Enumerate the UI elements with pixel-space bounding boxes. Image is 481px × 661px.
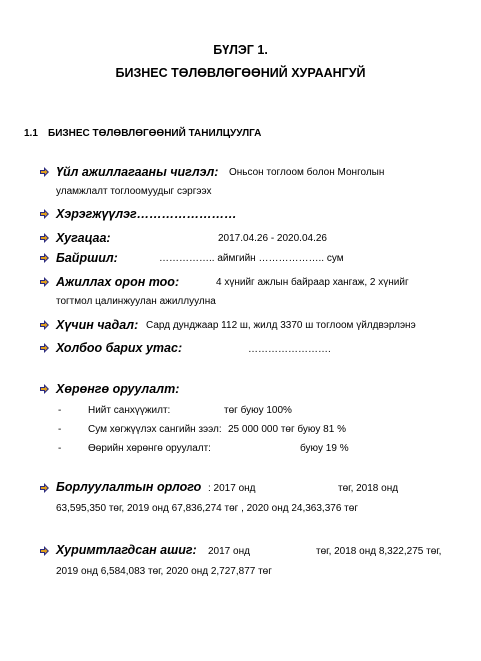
arrow-bullet-icon bbox=[38, 342, 50, 354]
activity-label: Үйл ажиллагааны чиглэл: bbox=[56, 165, 219, 179]
location-label: Байршил: bbox=[56, 251, 118, 265]
profit-value-2017: 2017 онд bbox=[208, 546, 250, 557]
section-number: 1.1 bbox=[24, 128, 38, 139]
arrow-bullet-icon bbox=[38, 276, 50, 288]
jobs-label: Ажиллах орон тоо: bbox=[56, 275, 180, 289]
arrow-bullet-icon bbox=[38, 232, 50, 244]
duration-value: 2017.04.26 - 2020.04.26 bbox=[218, 233, 327, 244]
investment-total-name: Нийт санхүүжилт: bbox=[88, 405, 171, 416]
arrow-bullet-icon bbox=[38, 319, 50, 331]
investment-loan-amount: 25 000 000 төг буюу 81 % bbox=[228, 424, 346, 435]
sales-value-2017: : 2017 онд bbox=[208, 483, 256, 494]
investment-total-amount: төг буюу 100% bbox=[224, 405, 292, 416]
profit-value-2018: төг, 2018 онд 8,322,275 төг, bbox=[316, 546, 442, 557]
list-dash: - bbox=[58, 405, 62, 416]
location-value: …………….. аймгийн ……………….. сум bbox=[159, 253, 344, 264]
capacity-label: Хүчин чадал: bbox=[56, 318, 139, 332]
arrow-bullet-icon bbox=[38, 252, 50, 264]
investment-loan-name: Сум хөгжүүлэх сангийн зээл: bbox=[88, 424, 222, 435]
profit-value-continued: 2019 онд 6,584,083 төг, 2020 онд 2,727,877 төг bbox=[56, 566, 272, 577]
jobs-value: 4 хүнийг ажлын байраар хангаж, 2 хүнийг bbox=[216, 277, 409, 288]
arrow-bullet-icon bbox=[38, 208, 50, 220]
page-title: БИЗНЕС ТӨЛӨВЛӨГӨӨНИЙ ХУРААНГУЙ bbox=[115, 66, 366, 80]
investment-own-name: Өөрийн хөрөнгө оруулалт: bbox=[88, 443, 211, 454]
profit-label: Хуримтлагдсан ашиг: bbox=[56, 543, 197, 557]
list-dash: - bbox=[58, 424, 62, 435]
phone-value: ……………………. bbox=[248, 344, 331, 355]
sales-value-2018: төг, 2018 онд bbox=[338, 483, 399, 494]
arrow-bullet-icon bbox=[38, 383, 50, 395]
phone-label: Холбоо барих утас: bbox=[56, 341, 183, 355]
sales-label: Борлуулалтын орлого bbox=[56, 480, 202, 494]
activity-value: Оньсон тоглоом болон Монголын bbox=[229, 167, 385, 178]
arrow-bullet-icon bbox=[38, 482, 50, 494]
activity-value-continued: уламжлалт тоглоомуудыг сэргээх bbox=[56, 186, 212, 197]
chapter-title: БҮЛЭГ 1. bbox=[213, 43, 268, 57]
arrow-bullet-icon bbox=[38, 545, 50, 557]
list-dash: - bbox=[58, 443, 62, 454]
investment-label: Хөрөнгө оруулалт: bbox=[56, 382, 180, 396]
arrow-bullet-icon bbox=[38, 166, 50, 178]
investment-own-amount: буюу 19 % bbox=[300, 443, 349, 454]
jobs-value-continued: тогтмол цалинжуулан ажиллуулна bbox=[56, 296, 216, 307]
section-title: БИЗНЕС ТӨЛӨВЛӨГӨӨНИЙ ТАНИЛЦУУЛГА bbox=[48, 128, 262, 139]
duration-label: Хугацаа: bbox=[56, 231, 111, 245]
need-label: Хэрэгжүүлэг…………………… bbox=[56, 207, 237, 221]
capacity-value: Сард дунджаар 112 ш, жилд 3370 ш тоглоом үйлдвэрлэнэ bbox=[146, 320, 416, 331]
sales-value-continued: 63,595,350 төг, 2019 онд 67,836,274 төг , 2020 онд 24,363,376 төг bbox=[56, 503, 358, 514]
